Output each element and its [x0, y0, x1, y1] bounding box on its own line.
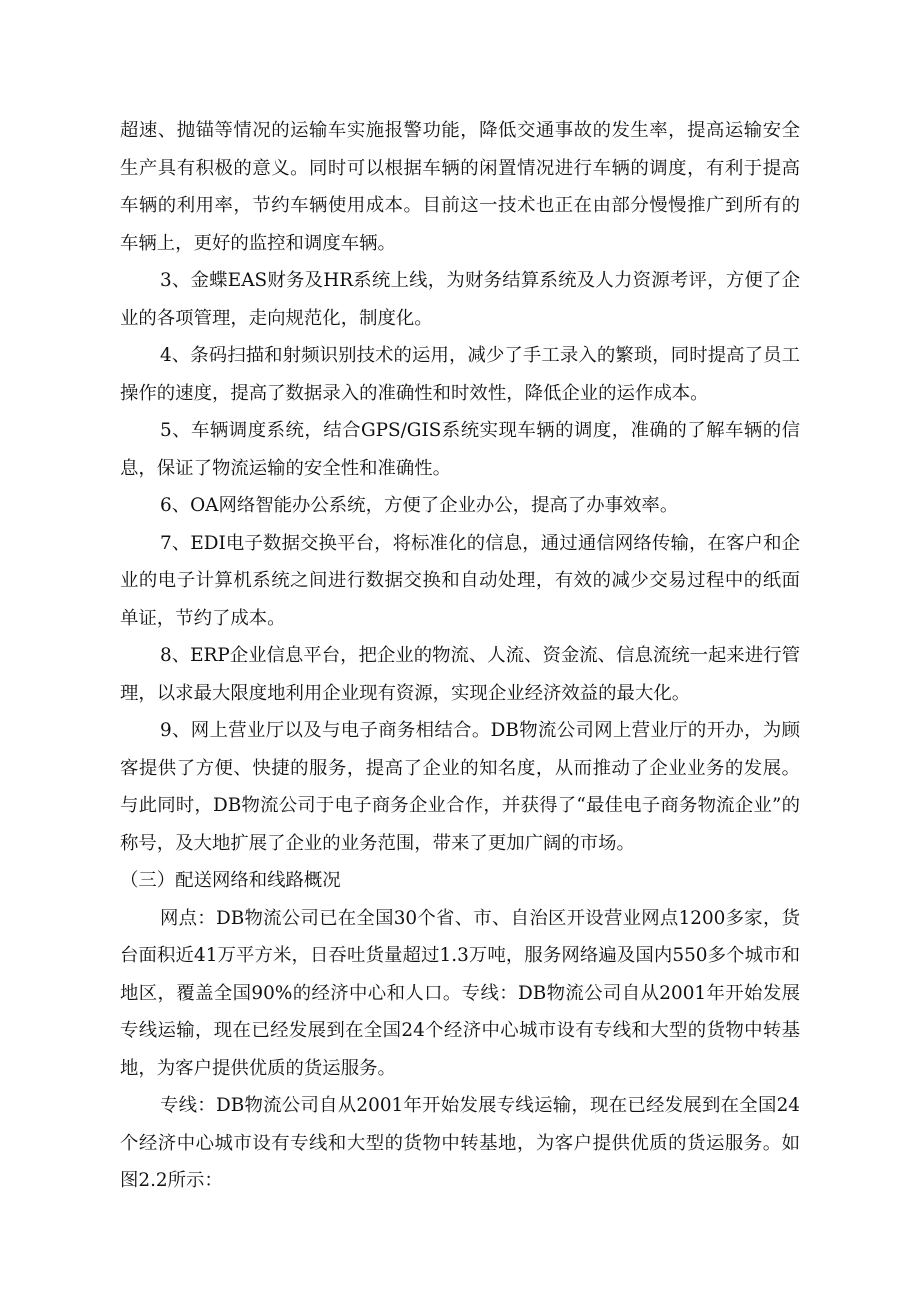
paragraph-gps-monitoring-continued: 超速、抛锚等情况的运输车实施报警功能，降低交通事故的发生率，提高运输安全生产具有积极的意义。同时可以根据车辆的闲置情况进行车辆的调度，有利于提高车辆的利用率，节约车辆使用成本。目前这一技术也正在由部分慢慢推广到所有的车辆上，更好的监控和调度车辆。 [120, 120, 800, 254]
section-heading: （三）配送网络和线路概况 [120, 870, 341, 891]
paragraph-item-6-oa-office: 6、OA网络智能办公系统，方便了企业办公，提高了办事效率。 [160, 495, 679, 516]
paragraph-item-8-erp-platform: 8、ERP企业信息平台，把企业的物流、人流、资金流、信息流统一起来进行管理，以求最大限度地利用企业现有资源，实现企业经济效益的最大化。 [120, 645, 800, 704]
paragraph-dedicated-lines: 专线：DB物流公司自从2001年开始发展专线运输，现在已经发展到在全国24个经济中心城市设有专线和大型的货物中转基地，为客户提供优质的货运服务。如图2.2所示： [120, 1095, 800, 1191]
paragraph-item-3-kingdee-eas: 3、金蝶EAS财务及HR系统上线，为财务结算系统及人力资源考评，方便了企业的各项管理，走向规范化，制度化。 [120, 270, 800, 329]
paragraph-item-5-vehicle-dispatch: 5、车辆调度系统，结合GPS/GIS系统实现车辆的调度，准确的了解车辆的信息，保证了物流运输的安全性和准确性。 [120, 420, 800, 479]
paragraph-network-outlets: 网点：DB物流公司已在全国30个省、市、自治区开设营业网点1200多家，货台面积近41万平方米，日吞吐货量超过1.3万吨，服务网络遍及国内550多个城市和地区，覆盖全国90%的经济中心和人口。专线：DB物流公司自从2001年开始发展专线运输，现在已经发展到在全国24个经济中心城市设有专线和大型的货物中转基地，为客户提供优质的货运服务。 [120, 907, 800, 1079]
paragraph-item-7-edi-platform: 7、EDI电子数据交换平台，将标准化的信息，通过通信网络传输，在客户和企业的电子计算机系统之间进行数据交换和自动处理，有效的减少交易过程中的纸面单证，节约了成本。 [120, 532, 800, 629]
paragraph-item-4-barcode-rfid: 4、条码扫描和射频识别技术的运用，减少了手工录入的繁琐，同时提高了员工操作的速度，提高了数据录入的准确性和时效性，降低企业的运作成本。 [120, 345, 800, 404]
paragraph-item-9-online-hall: 9、网上营业厅以及与电子商务相结合。DB物流公司网上营业厅的开办，为顾客提供了方便、快捷的服务，提高了企业的知名度，从而推动了企业业务的发展。与此同时，DB物流公司于电子商务企业合作，并获得了“最佳电子商务物流企业”的称号，及大地扩展了企业的业务范围，带来了更加广阔的市场。 [120, 720, 800, 854]
document-body [120, 112, 800, 1200]
